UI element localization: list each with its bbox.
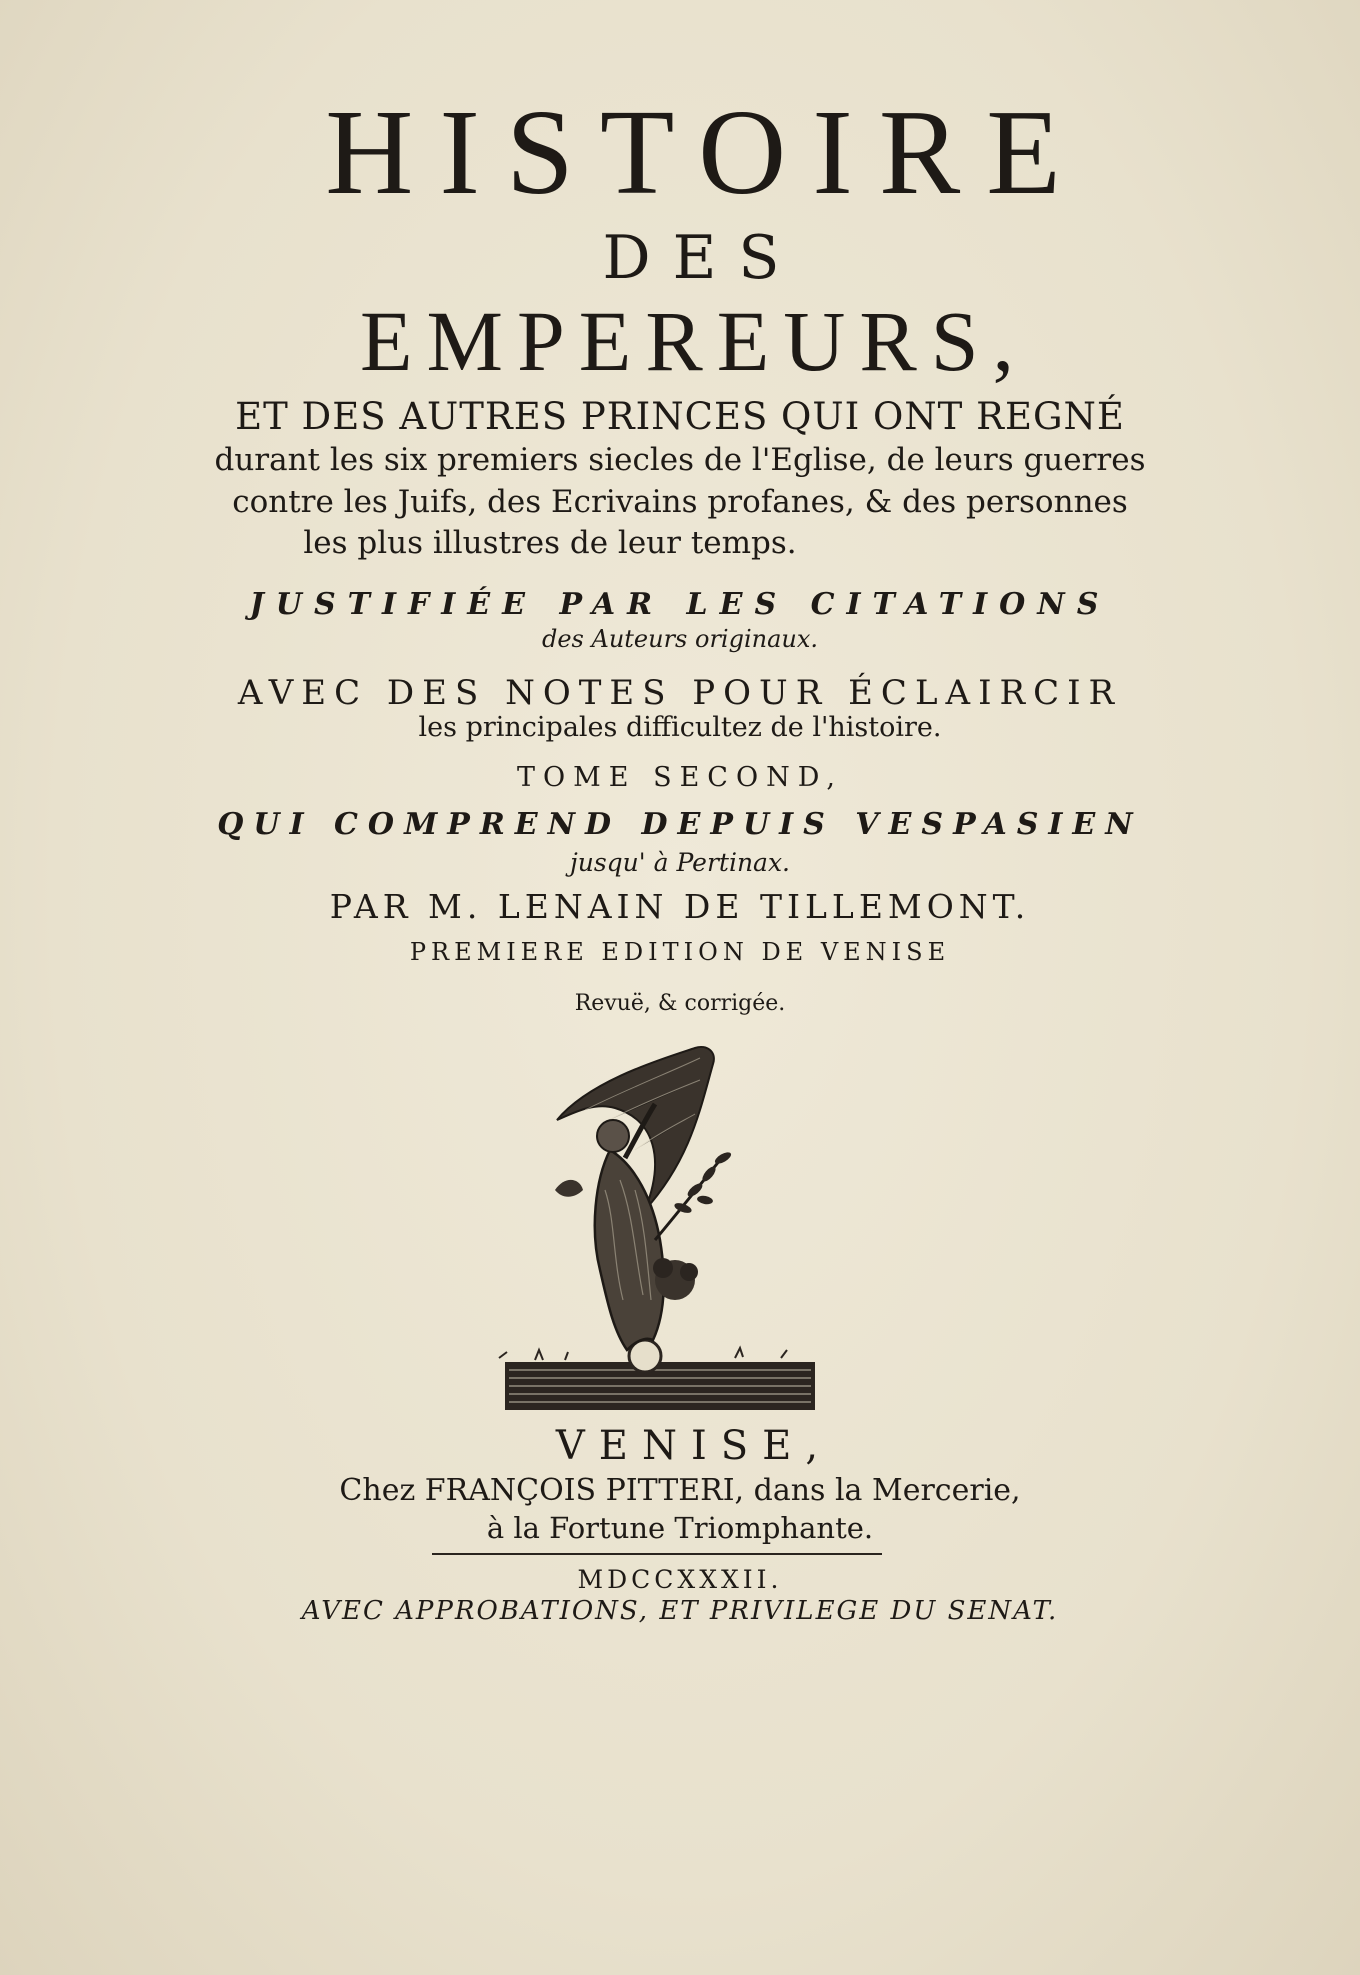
imprint-city: VENISE, [555,1423,833,1469]
imprint-publisher: Chez FRANÇOIS PITTERI, dans la Mercerie, [339,1473,1021,1508]
subtitle-line-4: les plus illustres de leur temps. [303,525,797,561]
imprint-privilege: AVEC APPROBATIONS, ET PRIVILEGE DU SENAT. [301,1596,1059,1626]
edition-line: PREMIERE EDITION DE VENISE [409,938,951,966]
imprint-year: MDCCXXXII. [577,1565,783,1594]
title-des: DES [602,223,802,293]
auteurs-line: des Auteurs originaux. [541,625,819,653]
jusqu-line: jusqu' à Pertinax. [570,848,790,877]
imprint-rule [432,1553,882,1555]
subtitle-line-1: ET DES AUTRES PRINCES QUI ONT REGNÉ [235,395,1125,438]
book-title: HISTOIRE [325,85,1087,220]
subtitle-line-3: contre les Juifs, des Ecrivains profanes, & des personnes [232,484,1128,520]
comprend-line: QUI COMPREND DEPUIS VESPASIEN [217,807,1143,842]
subtitle-line-2: durant les six premiers siecles de l'Eglise, de leurs guerres [214,442,1146,478]
difficultez-line: les principales difficultez de l'histoire. [418,712,942,743]
revue-line: Revuë, & corrigée. [574,991,786,1016]
author-line: PAR M. LENAIN DE TILLEMONT. [329,887,1031,926]
title-empereurs: EMPEREURS, [359,293,1029,389]
notes-line: AVEC DES NOTES POUR ÉCLAIRCIR [237,673,1123,713]
justifiee-line: JUSTIFIÉE PAR LES CITATIONS [249,587,1111,622]
fortune-figure-woodcut-icon [495,1040,825,1420]
tome-line: TOME SECOND, [517,762,843,793]
imprint-sign: à la Fortune Triomphante. [486,1511,874,1545]
